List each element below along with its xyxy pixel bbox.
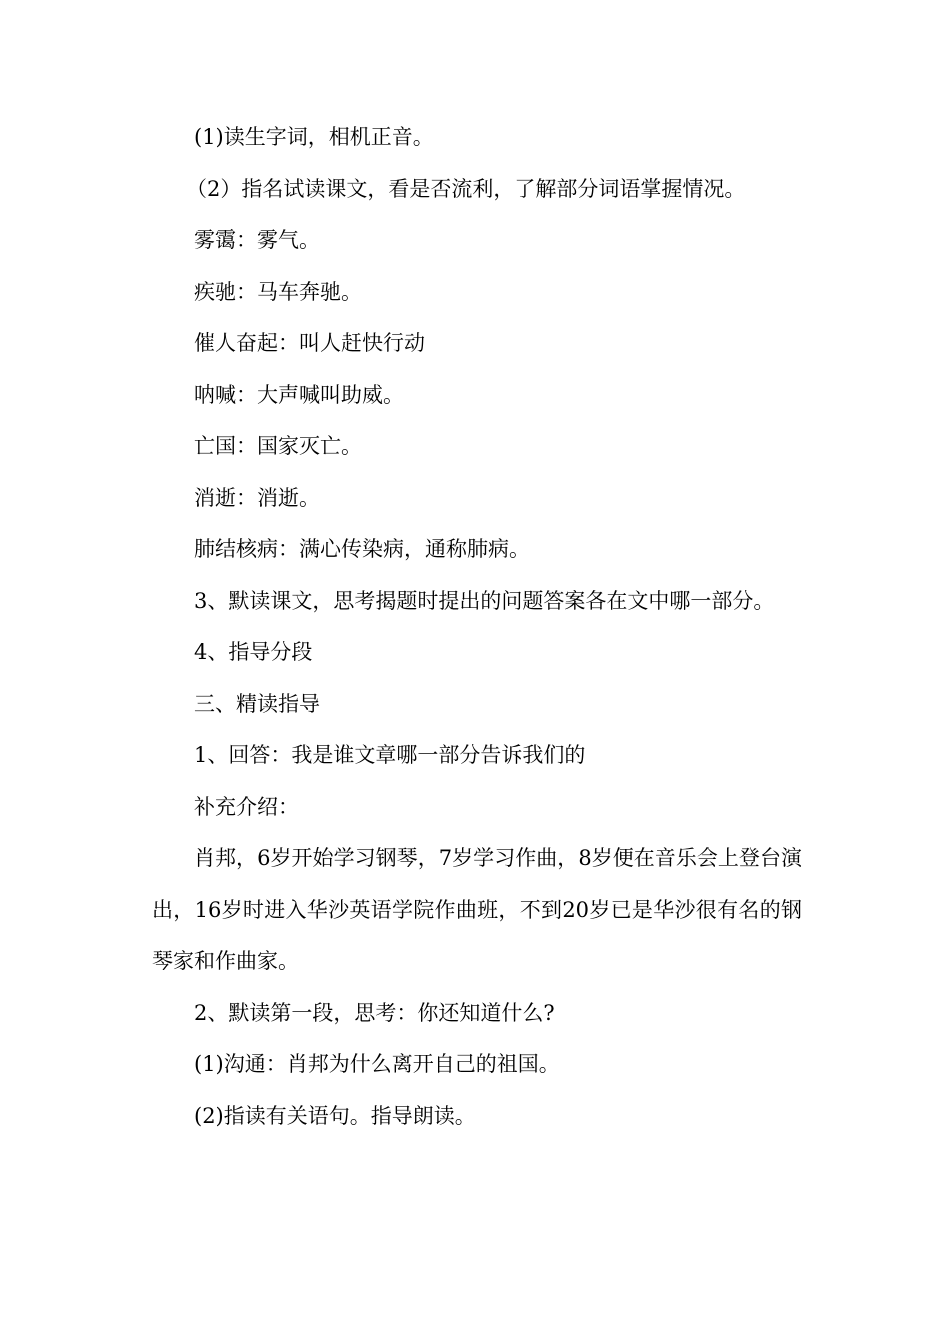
paragraph: (1)读生字词，相机正音。 — [194, 125, 434, 149]
paragraph: (2)指读有关语句。指导朗读。 — [194, 1103, 476, 1128]
section-heading: 三、精读指导 — [194, 691, 320, 716]
paragraph: 疾驰：马车奔驰。 — [194, 279, 362, 304]
paragraph: 4、指导分段 — [194, 640, 313, 664]
paragraph: （2）指名试读课文，看是否流利，了解部分词语掌握情况。 — [186, 176, 746, 201]
paragraph: 催人奋起：叫人赶快行动 — [194, 331, 425, 355]
paragraph: 肺结核病：满心传染病，通称肺病。 — [194, 537, 530, 561]
paragraph: 3、默读课文，思考揭题时提出的问题答案各在文中哪一部分。 — [194, 588, 775, 613]
paragraph: 肖邦，6岁开始学习钢琴，7岁学习作曲，8岁便在音乐会上登台演出，16岁时进入华沙英语学院作曲班，不到20岁已是华沙很有名的钢琴家和作曲家。 — [152, 846, 802, 973]
paragraph: 2、默读第一段，思考：你还知道什么? — [194, 1000, 555, 1025]
paragraph: 雾霭：雾气。 — [194, 228, 320, 252]
paragraph: 补充介绍： — [194, 794, 299, 819]
paragraph: (1)沟通：肖邦为什么离开自己的祖国。 — [194, 1052, 560, 1076]
paragraph: 亡国：国家灭亡。 — [194, 434, 362, 458]
paragraph: 呐喊：大声喊叫助威。 — [194, 382, 404, 407]
paragraph: 1、回答：我是谁文章哪一部分告诉我们的 — [194, 743, 586, 767]
document-body — [152, 112, 802, 1142]
paragraph: 消逝：消逝。 — [194, 485, 320, 510]
